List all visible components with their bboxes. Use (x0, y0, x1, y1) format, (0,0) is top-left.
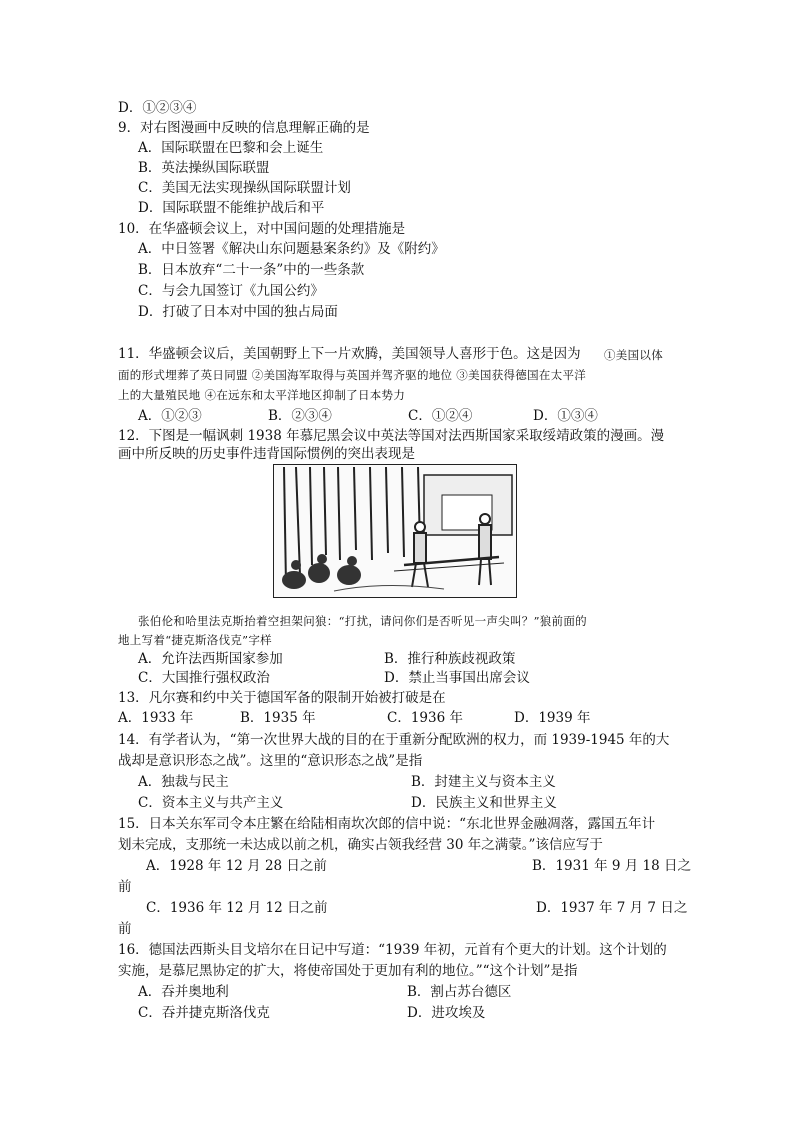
question-14: 14．有学者认为，“第一次世界大战的目的在于重新分配欧洲的权力，而 1939-1945 年的大 (118, 732, 670, 748)
option-b: B．割占苏台德区 (407, 984, 512, 1000)
option-d-cont: 前 (118, 921, 132, 937)
option-d: D．①③④ (533, 408, 598, 424)
question-12-text: 画中所反映的历史事件违背国际惯例的突出表现是 (118, 446, 415, 462)
cartoon-image (273, 464, 517, 598)
option-c: C．大国推行强权政治 (138, 670, 270, 686)
option-c: C．与会九国签订《九国公约》 (138, 283, 324, 299)
option-d: D．进攻埃及 (407, 1005, 486, 1021)
option-d: D．打破了日本对中国的独占局面 (138, 304, 338, 320)
option-c: C．美国无法实现操纵国际联盟计划 (138, 180, 351, 196)
option-a: A．①②③ (138, 408, 202, 424)
question-14-text: 战却是意识形态之战”。这里的“意识形态之战”是指 (118, 753, 423, 769)
caption: 张伯伦和哈里法克斯抬着空担架问狼：“打扰，请问你们是否听见一声尖叫？”狼前面的 (138, 614, 587, 628)
option-b: B．封建主义与资本主义 (411, 774, 556, 790)
question-12: 12．下图是一幅讽刺 1938 年慕尼黑会议中英法等国对法西斯国家采取绥靖政策的漫画。漫 (118, 428, 665, 444)
question-11-text: ①美国以体 (604, 348, 663, 362)
question-11-text: 上的大量殖民地 ④在远东和太平洋地区抑制了日本势力 (118, 388, 406, 402)
option-c: C．吞并捷克斯洛伐克 (138, 1005, 270, 1021)
question-16-text: 实施，是慕尼黑协定的扩大，将使帝国处于更加有利的地位。”“这个计划”是指 (118, 963, 578, 979)
option-a: A．吞并奥地利 (138, 984, 229, 1000)
question-11-text: 面的形式埋葬了英日同盟 ②美国海军取得与英国并驾齐驱的地位 ③美国获得德国在太平洋 (118, 368, 587, 382)
option-a: A．1928 年 12 月 28 日之前 (146, 858, 327, 874)
cartoon-drawing (274, 465, 515, 596)
option-d: D．民族主义和世界主义 (411, 795, 557, 811)
option-d: D．1937 年 7 月 7 日之 (536, 900, 688, 916)
question-15: 15．日本关东军司令本庄繁在给陆相南坎次郎的信中说：“东北世界金融凋落，露国五年计 (118, 816, 656, 832)
option-a: A．中日签署《解决山东问题悬案条约》及《附约》 (138, 241, 445, 257)
question-15-text: 划未完成，支那统一未达成以前之机，确实占领我经营 30 年之满蒙。”该信应写于 (118, 837, 603, 853)
text-line: D．①②③④ (118, 100, 197, 116)
question-10: 10．在华盛顿会议上，对中国问题的处理措施是 (118, 221, 406, 237)
option-c: C．资本主义与共产主义 (138, 795, 284, 811)
option-b: B．1935 年 (240, 710, 316, 726)
option-b: B．推行种族歧视政策 (384, 651, 516, 667)
question-16: 16．德国法西斯头目戈培尔在日记中写道：“1939 年初，元首有个更大的计划。这个计划的 (118, 942, 667, 958)
option-b: B．日本放弃“二十一条”中的一些条款 (138, 262, 365, 278)
option-d: D．国际联盟不能维护战后和平 (138, 200, 325, 216)
option-a: A．独裁与民主 (138, 774, 229, 790)
question-11: 11．华盛顿会议后，美国朝野上下一片欢腾，美国领导人喜形于色。这是因为 (118, 346, 581, 362)
option-c: C．①②④ (408, 408, 473, 424)
option-a: A．1933 年 (118, 710, 194, 726)
option-b: B．英法操纵国际联盟 (138, 160, 270, 176)
question-13: 13．凡尔赛和约中关于德国军备的限制开始被打破是在 (118, 690, 446, 706)
option-a: A．允许法西斯国家参加 (138, 651, 283, 667)
option-c: C．1936 年 12 月 12 日之前 (146, 900, 328, 916)
option-c: C．1936 年 (387, 710, 463, 726)
option-b: B．1931 年 9 月 18 日之 (532, 858, 692, 874)
option-d: D．禁止当事国出席会议 (384, 670, 530, 686)
option-a: A．国际联盟在巴黎和会上诞生 (138, 140, 324, 156)
option-b: B．②③④ (268, 408, 332, 424)
option-b-cont: 前 (118, 879, 132, 895)
caption: 地上写着“捷克斯洛伐克”字样 (118, 633, 272, 647)
option-d: D．1939 年 (514, 710, 591, 726)
question-9: 9．对右图漫画中反映的信息理解正确的是 (118, 120, 370, 136)
